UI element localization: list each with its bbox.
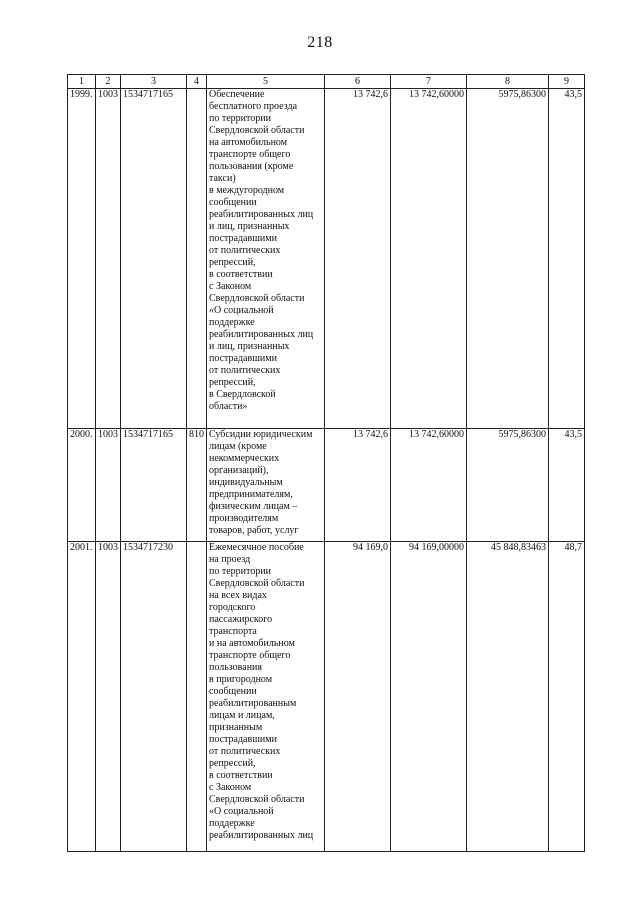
refined-plan-amount: 94 169,00000: [391, 542, 467, 852]
execution-percent: 48,7: [549, 542, 585, 852]
expense-type-code: [187, 89, 207, 429]
row-number: 2001.: [68, 542, 96, 852]
target-code: 1534717230: [121, 542, 187, 852]
section-code: 1003: [96, 542, 121, 852]
plan-amount: 94 169,0: [325, 542, 391, 852]
table-row: [68, 429, 585, 542]
column-header: 7: [391, 75, 467, 89]
plan-amount: 13 742,6: [325, 429, 391, 542]
execution-percent: 43,5: [549, 429, 585, 542]
plan-amount: 13 742,6: [325, 89, 391, 429]
column-header: 4: [187, 75, 207, 89]
page-number: 218: [307, 34, 333, 51]
column-header: 5: [207, 75, 325, 89]
section-code: 1003: [96, 89, 121, 429]
table-row: [68, 89, 585, 429]
column-header: 1: [68, 75, 96, 89]
executed-amount: 5975,86300: [467, 429, 549, 542]
budget-table: [67, 74, 585, 852]
column-number-row: [68, 75, 585, 89]
execution-percent: 43,5: [549, 89, 585, 429]
expense-type-code: [187, 542, 207, 852]
executed-amount: 5975,86300: [467, 89, 549, 429]
target-code: 1534717165: [121, 89, 187, 429]
table-row: [68, 542, 585, 852]
item-description: Субсидии юридическим лицам (кроме некоммерческих организаций), индивидуальным предпринимателям, физическим лицам – производителям товаров, работ, услуг: [207, 429, 325, 542]
section-code: 1003: [96, 429, 121, 542]
column-header: 2: [96, 75, 121, 89]
row-number: 1999.: [68, 89, 96, 429]
column-header: 8: [467, 75, 549, 89]
executed-amount: 45 848,83463: [467, 542, 549, 852]
item-description: Ежемесячное пособие на проезд по территории Свердловской области на всех видах городского пассажирского транспорта и на автомобильном транспорте общего пользования в пригородном сообщении реабилитированным лицам и лицам, признанным пострадавшими от политических репрессий, в соответствии с Законом Свердловской области «О социальной поддержке реабилитированных лиц: [207, 542, 325, 852]
expense-type-code: 810: [187, 429, 207, 542]
column-header: 6: [325, 75, 391, 89]
refined-plan-amount: 13 742,60000: [391, 429, 467, 542]
item-description: Обеспечение бесплатного проезда по территории Свердловской области на автомобильном транспорте общего пользования (кроме такси) в междугородном сообщении реабилитированных лиц и лиц, признанных пострадавшими от политических репрессий, в соответствии с Законом Свердловской области «О социальной поддержке реабилитированных лиц и лиц, признанных пострадавшими от политических репрессий, в Свердловской области»: [207, 89, 325, 429]
column-header: 3: [121, 75, 187, 89]
row-number: 2000.: [68, 429, 96, 542]
refined-plan-amount: 13 742,60000: [391, 89, 467, 429]
column-header: 9: [549, 75, 585, 89]
target-code: 1534717165: [121, 429, 187, 542]
